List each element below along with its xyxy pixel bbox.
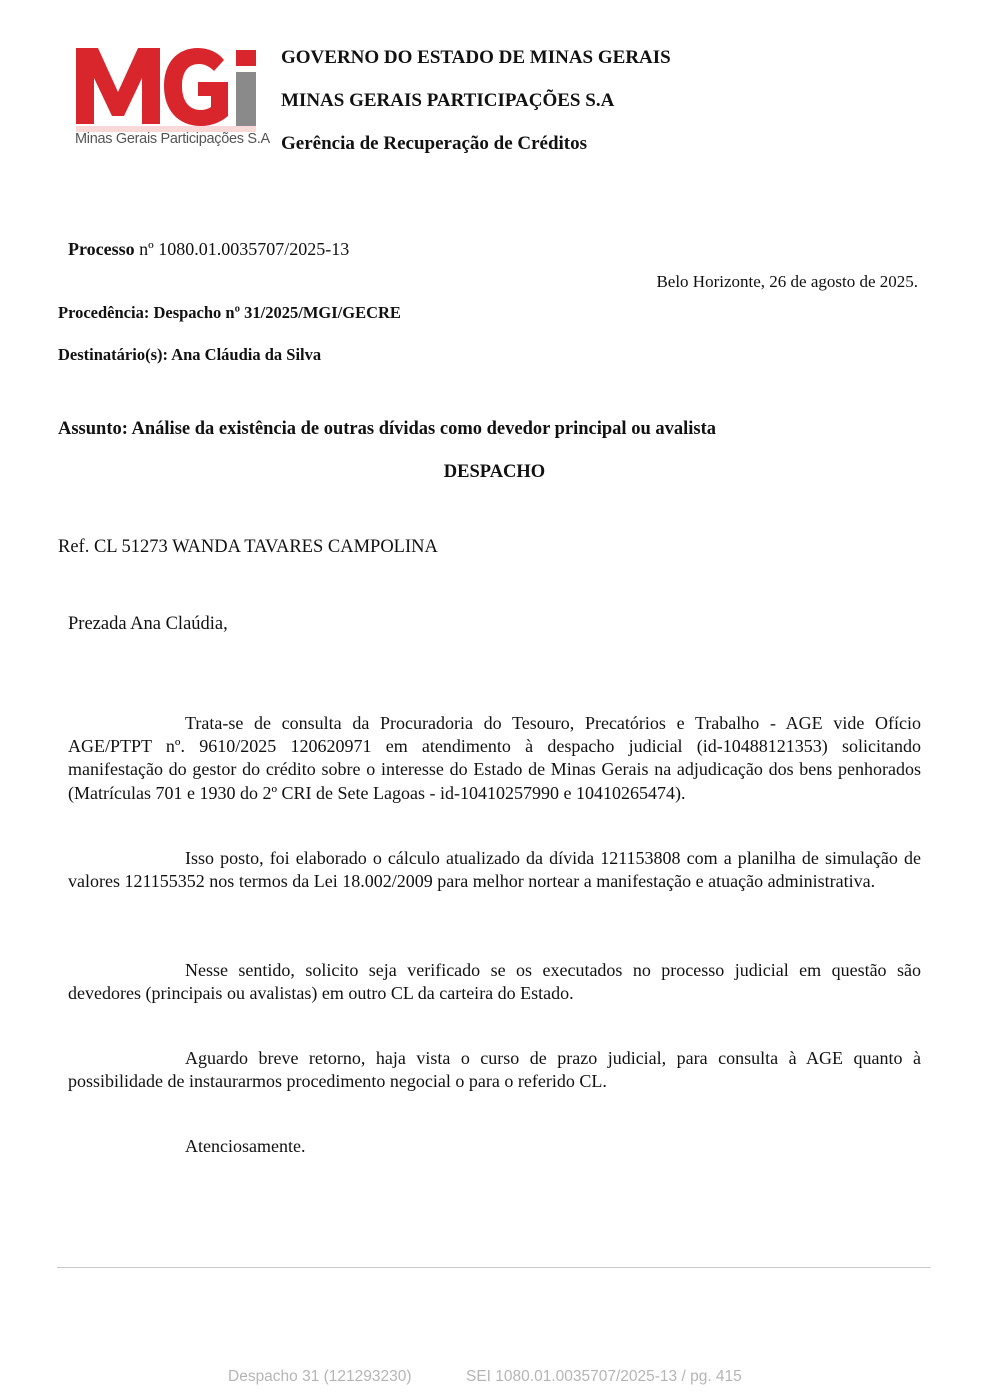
header-government: GOVERNO DO ESTADO DE MINAS GERAIS (281, 47, 671, 68)
process-number (68, 239, 349, 260)
body-paragraph-3: Nesse sentido, solicito seja verificado se os executados no processo judicial em questão são devedores (principais ou avalistas) em outro CL da carteira do Estado. (68, 960, 921, 1004)
header-department: Gerência de Recuperação de Créditos (281, 133, 588, 154)
recipient-field: Destinatário(s): Ana Cláudia da Silva (58, 345, 322, 364)
process-label: Processo (68, 239, 135, 259)
subject-line: Assunto: Análise da existência de outras dívidas como devedor principal ou avalista (58, 419, 717, 439)
document-date: Belo Horizonte, 26 de agosto de 2025. (656, 272, 918, 291)
footer-document-id: Despacho 31 (121293230) (228, 1368, 412, 1385)
header-company: MINAS GERAIS PARTICIPAÇÕES S.A (281, 90, 615, 111)
greeting: Prezada Ana Claúdia, (68, 614, 228, 634)
logo-text: MGi (74, 44, 76, 45)
process-value: nº 1080.01.0035707/2025-13 (134, 239, 350, 259)
footer-divider (57, 1267, 931, 1268)
origin-field: Procedência: Despacho nº 31/2025/MGI/GECRE (58, 303, 401, 322)
body-paragraph-4: Aguardo breve retorno, haja vista o curso de prazo judicial, para consulta à AGE quanto à possibilidade de instaurarmos procedimento negocial o para o referido CL. (68, 1048, 921, 1092)
footer-page-info: SEI 1080.01.0035707/2025-13 / pg. 415 (466, 1368, 742, 1385)
logo-subtitle: Minas Gerais Participações S.A (75, 131, 270, 147)
document-title: DESPACHO (443, 462, 546, 482)
reference-line: Ref. CL 51273 WANDA TAVARES CAMPOLINA (58, 537, 438, 557)
body-paragraph-1: Trata-se de consulta da Procuradoria do Tesouro, Precatórios e Trabalho - AGE vide Ofício AGE/PTPT nº. 9610/2025 120620971 em atendimento à despacho judicial (id-10488121353) solicitando manifestação do gestor do crédito sobre o interesse do Estado de Minas Gerais na adjudicação dos bens penhorados (Matrículas 701 e 1930 do 2º CRI de Sete Lagoas - id-10410257990 e 10410265474). (68, 713, 921, 803)
body-paragraph-2: Isso posto, foi elaborado o cálculo atualizado da dívida 121153808 com a planilha de simulação de valores 121155352 nos termos da Lei 18.002/2009 para melhor nortear a manifestação e atuação administrativa. (68, 848, 921, 892)
closing-line: Atenciosamente. (185, 1136, 306, 1156)
